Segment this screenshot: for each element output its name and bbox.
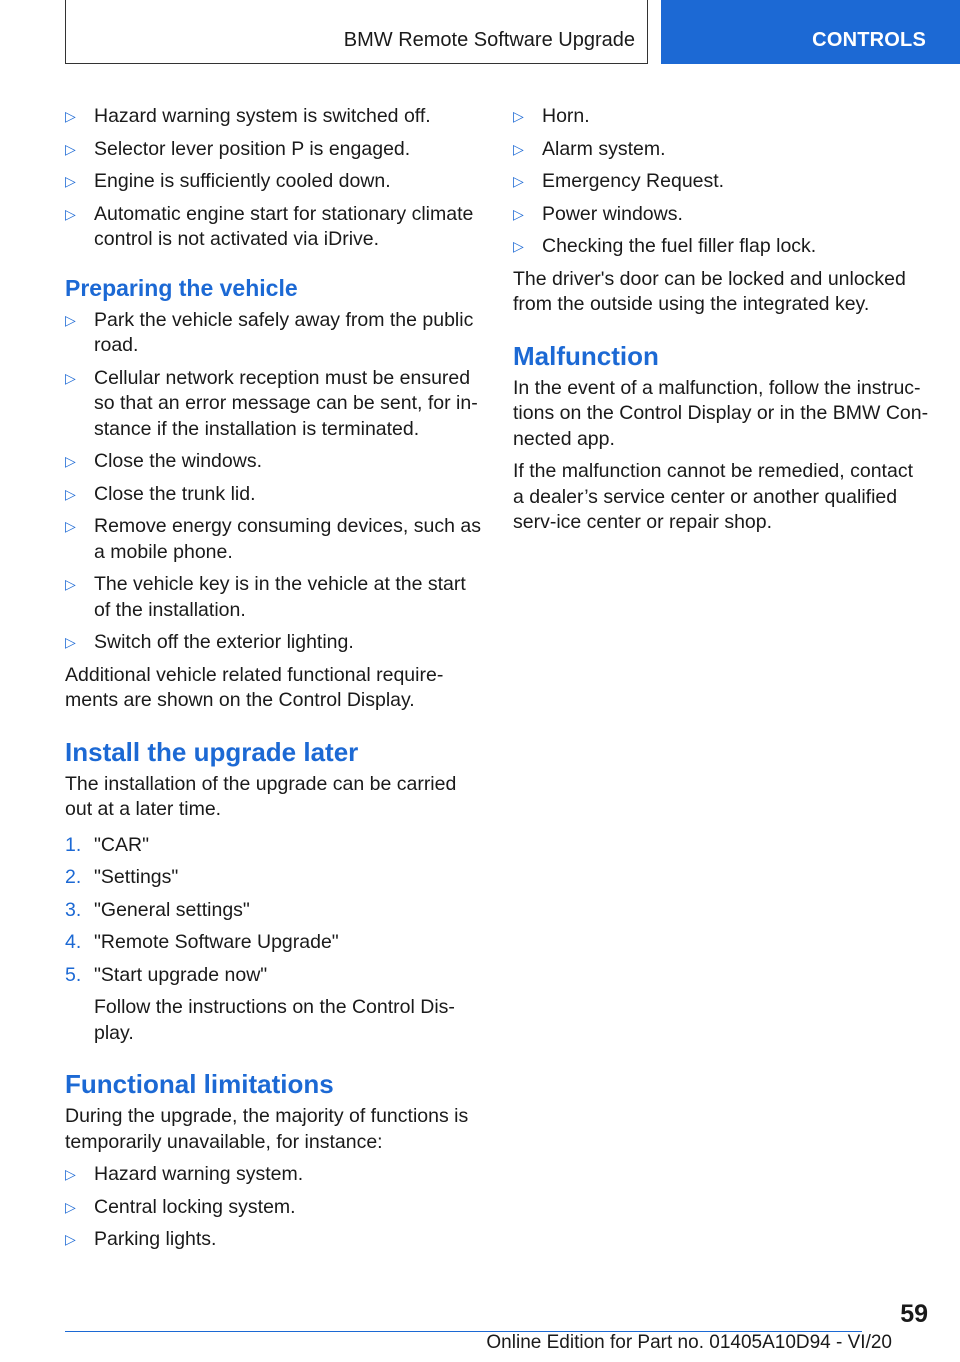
list-item: ▷ Switch off the exterior lighting. [65, 630, 481, 656]
list-item: ▷ Automatic engine start for stationary climate control is not activated via iDrive. [65, 202, 474, 250]
list-item: ▷ Power windows. [513, 202, 929, 228]
triangle-right-icon: ▷ [65, 634, 76, 650]
triangle-right-icon: ▷ [65, 173, 76, 189]
triangle-right-icon: ▷ [65, 576, 76, 592]
list-item: ▷ Engine is sufficiently cooled down. [65, 169, 481, 195]
triangle-right-icon: ▷ [65, 369, 76, 386]
triangle-right-icon: ▷ [65, 485, 76, 502]
malfunction-text-1: In the event of a malfunction, follow the instruc-tions on the Control Display or in the BMW Con-nected app. [513, 376, 929, 450]
limitations-bullet-list [65, 1162, 481, 1253]
triangle-right-icon: ▷ [513, 205, 524, 222]
step-number: 2. [65, 866, 82, 888]
step-number: 1. [65, 833, 82, 856]
right-column [513, 104, 929, 543]
triangle-right-icon: ▷ [65, 1198, 76, 1215]
malfunction-text-2: If the malfunction cannot be remedied, contact a dealer’s service center or another qualified serv-ice center or repair shop. [513, 460, 913, 533]
step-item [65, 898, 481, 924]
install-later-text: The installation of the upgrade can be carried out at a later time. [65, 772, 457, 820]
preparing-bullet-list [65, 308, 481, 656]
list-item: ▷ Hazard warning system is switched off. [65, 104, 481, 130]
list-item: ▷ Hazard warning system. [65, 1162, 481, 1188]
left-column [65, 104, 481, 1260]
step-item [65, 963, 481, 989]
list-item: ▷ Emergency Request. [513, 169, 929, 195]
list-item: ▷ Checking the fuel filler flap lock. [513, 234, 929, 260]
triangle-right-icon: ▷ [65, 1231, 76, 1247]
triangle-right-icon: ▷ [65, 1166, 76, 1182]
list-item: ▷ Horn. [513, 104, 929, 130]
heading-install-later: Install the upgrade later [65, 736, 359, 767]
heading-malfunction: Malfunction [513, 340, 659, 371]
list-item: ▷ The vehicle key is in the vehicle at the start of the installation. [65, 573, 466, 621]
header-section-label: CONTROLS [812, 29, 926, 51]
list-item: ▷ Cellular network reception must be ensured so that an error message can be sent, for in-stance if the installation is terminated. [65, 366, 478, 440]
step-item [65, 930, 481, 956]
step-text: "Start upgrade now" [94, 963, 268, 986]
triangle-right-icon: ▷ [65, 205, 76, 222]
triangle-right-icon: ▷ [65, 140, 76, 157]
step-text: "Remote Software Upgrade" [94, 931, 339, 953]
list-item: ▷ Park the vehicle safely away from the public road. [65, 308, 474, 356]
step-item [65, 865, 481, 891]
list-item: ▷ Remove energy consuming devices, such as a mobile phone. [65, 515, 481, 563]
list-item: ▷ Central locking system. [65, 1195, 481, 1221]
header-section-tab [661, 0, 960, 64]
step-number: 5. [65, 963, 82, 986]
triangle-right-icon: ▷ [65, 108, 76, 124]
limitations-bullet-list-continued [513, 104, 929, 260]
list-item: ▷ Parking lights. [65, 1227, 481, 1253]
preparing-note: Additional vehicle related functional require-ments are shown on the Control Display. [65, 663, 444, 711]
door-lock-text: The driver's door can be locked and unlocked from the outside using the integrated key. [513, 267, 906, 315]
triangle-right-icon: ▷ [513, 108, 524, 124]
step-note: Follow the instructions on the Control Dis-play. [94, 996, 455, 1044]
heading-functional-limitations: Functional limitations [65, 1069, 334, 1099]
step-text: "General settings" [94, 898, 250, 921]
header-title-box [65, 0, 648, 64]
step-number: 3. [65, 898, 82, 921]
step-text: "Settings" [94, 866, 179, 888]
triangle-right-icon: ▷ [513, 173, 524, 189]
step-number: 4. [65, 931, 82, 953]
triangle-right-icon: ▷ [513, 238, 524, 254]
list-item: ▷ Selector lever position P is engaged. [65, 137, 481, 163]
intro-bullet-list [65, 104, 481, 253]
page-number: 59 [900, 1300, 928, 1328]
step-text: "CAR" [94, 833, 150, 856]
heading-preparing-vehicle: Preparing the vehicle [65, 274, 298, 301]
limitations-text: During the upgrade, the majority of functions is temporarily unavailable, for instance: [65, 1105, 469, 1153]
list-item: ▷ Alarm system. [513, 137, 929, 163]
triangle-right-icon: ▷ [513, 140, 524, 157]
footer-edition: Online Edition for Part no. 01405A10D94 - VI/20 [486, 1332, 892, 1353]
triangle-right-icon: ▷ [65, 518, 76, 534]
step-item [65, 833, 481, 859]
triangle-right-icon: ▷ [65, 453, 76, 469]
list-item: ▷ Close the trunk lid. [65, 482, 481, 508]
triangle-right-icon: ▷ [65, 311, 76, 328]
list-item: ▷ Close the windows. [65, 449, 481, 475]
install-steps-list [65, 833, 481, 989]
header-title: BMW Remote Software Upgrade [343, 29, 635, 51]
